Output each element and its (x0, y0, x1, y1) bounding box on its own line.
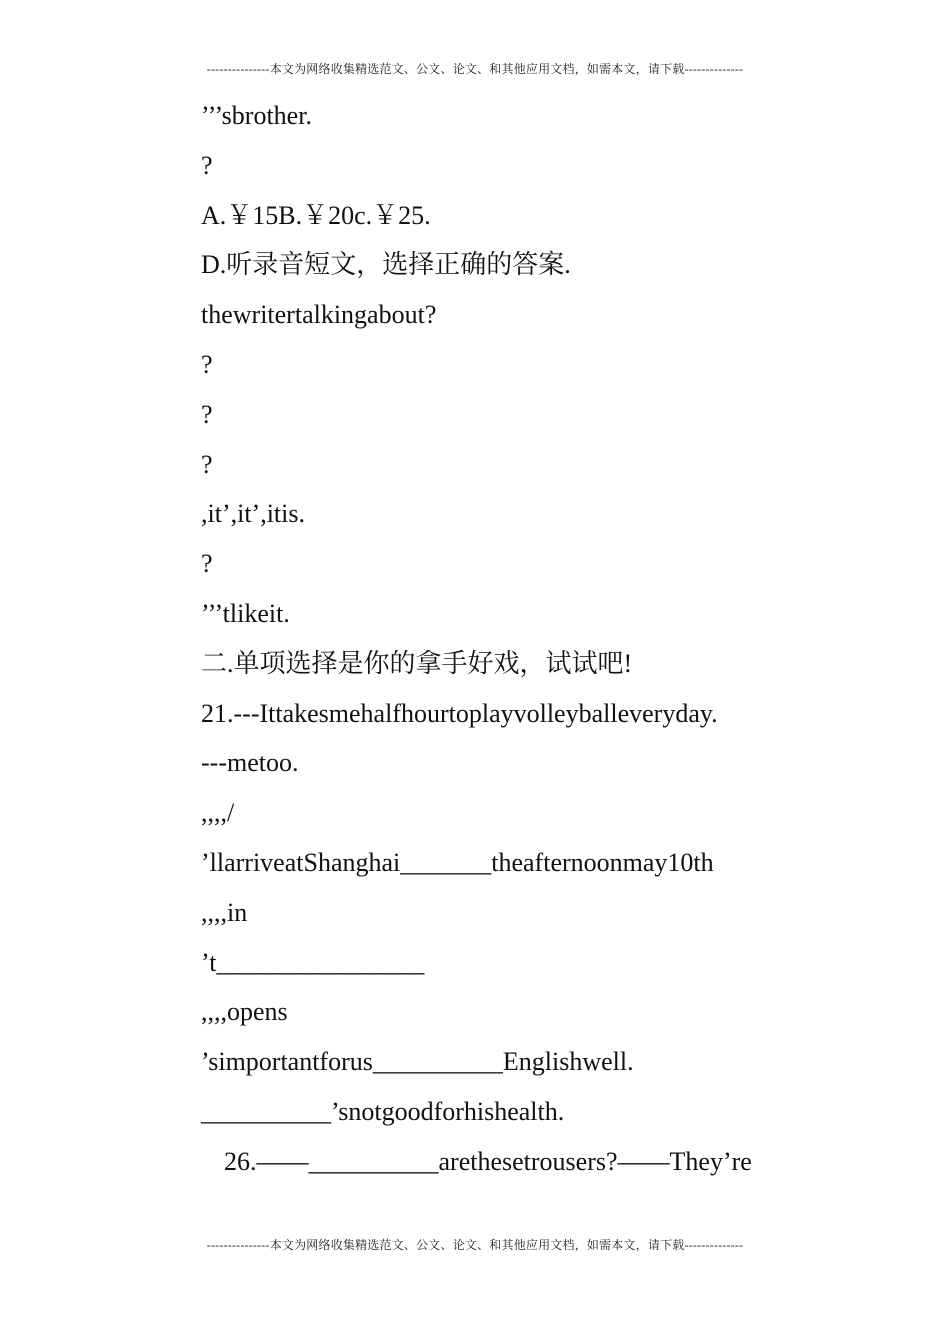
answer-options-line: ,,,,in (201, 897, 248, 927)
text-line: ? (201, 549, 213, 579)
page-header-note: ---------------本文为网络收集精选范文、公文、论文、和其他应用文档，如需本文，请下载-------------- (206, 62, 744, 76)
text-line: ---metoo. (201, 748, 299, 778)
page-footer-note: ---------------本文为网络收集精选范文、公文、论文、和其他应用文档，如需本文，请下载-------------- (206, 1238, 744, 1252)
text-line: ’’’sbrother. (201, 101, 312, 130)
section-heading: 二.单项选择是你的拿手好戏，试试吧! (201, 648, 633, 678)
text-line: ,it’,it’,itis. (201, 499, 305, 529)
question-line: ’t________________ (201, 947, 425, 977)
answer-options-line: A.￥15B.￥20c.￥25. (201, 200, 431, 230)
document-body (201, 96, 901, 1192)
text-line: ? (201, 150, 213, 180)
answer-options-line: ,,,,opens (201, 997, 288, 1027)
question-line: ’simportantforus__________Englishwell. (201, 1047, 634, 1077)
question-21: 21.---Ittakesmehalfhourtoplayvolleyballeveryday. (201, 698, 718, 728)
question-line: thewritertalkingabout? (201, 300, 437, 330)
question-26: 26.——__________arethesetrousers?——They’re (224, 1146, 752, 1176)
text-line: ? (201, 449, 213, 479)
question-line: __________’snotgoodforhishealth. (201, 1096, 565, 1126)
text-line: ? (201, 349, 213, 379)
text-line: ’’’tlikeit. (201, 598, 290, 628)
question-line: ’llarriveatShanghai_______theafternoonmay10th (201, 847, 714, 877)
answer-options-line: ,,,,/ (201, 798, 235, 828)
section-instruction: D.听录音短文，选择正确的答案. (201, 250, 571, 280)
text-line: ? (201, 399, 213, 429)
